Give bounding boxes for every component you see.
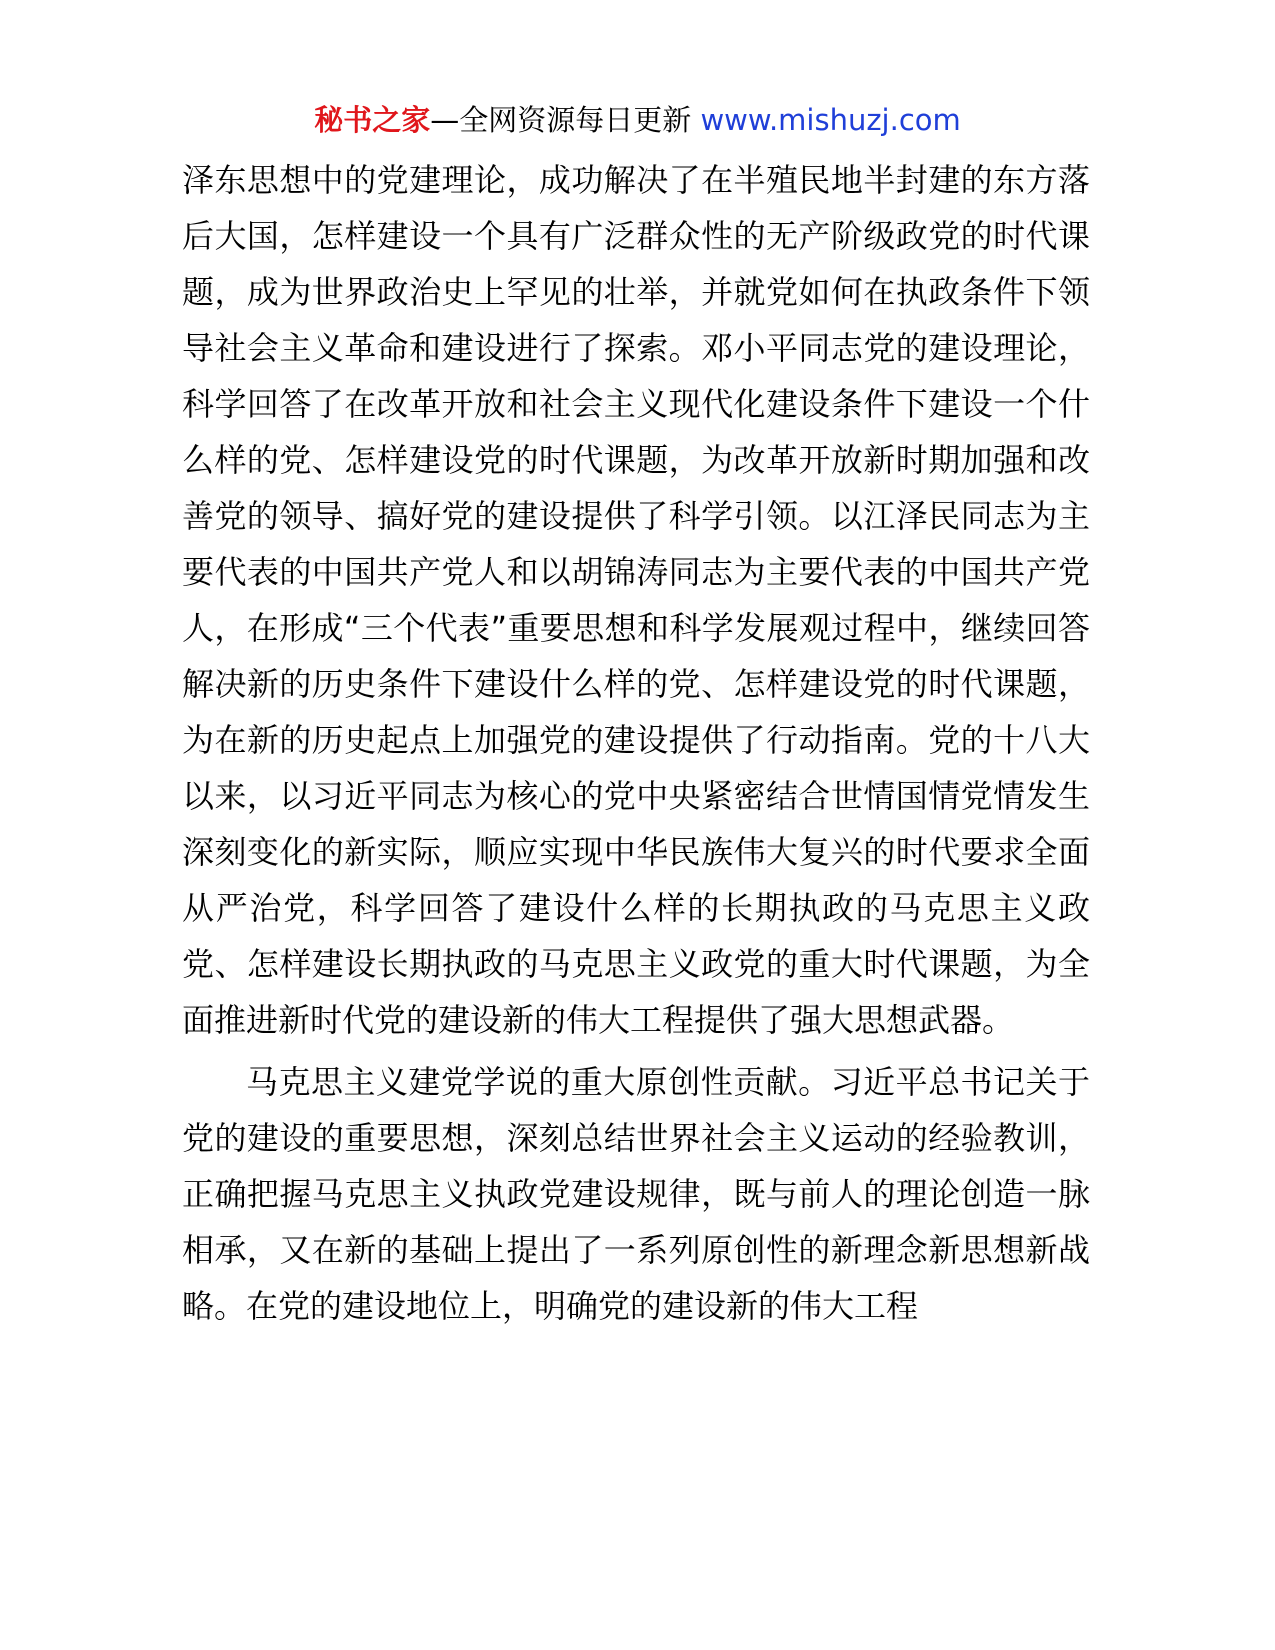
header-tagline: —全网资源每日更新 — [430, 103, 692, 137]
header-url-link[interactable]: www.mishuzj.com — [700, 103, 961, 137]
page-header — [0, 100, 1275, 140]
document-body — [182, 152, 1090, 1334]
paragraph: 马克思主义建党学说的重大原创性贡献。习近平总书记关于党的建设的重要思想，深刻总结世界社会主义运动的经验教训，正确把握马克思主义执政党建设规律，既与前人的理论创造一脉相承，又在新的基础上提出了一系列原创性的新理念新思想新战略。在党的建设地位上，明确党的建设新的伟大工程 — [182, 1063, 1090, 1325]
paragraph-continued: 泽东思想中的党建理论，成功解决了在半殖民地半封建的东方落后大国，怎样建设一个具有广泛群众性的无产阶级政党的时代课题，成为世界政治史上罕见的壮举，并就党如何在执政条件下领导社会主义革命和建设进行了探索。邓小平同志党的建设理论，科学回答了在改革开放和社会主义现代化建设条件下建设一个什么样的党、怎样建设党的时代课题，为改革开放新时期加强和改善党的领导、搞好党的建设提供了科学引领。以江泽民同志为主要代表的中国共产党人和以胡锦涛同志为主要代表的中国共产党人，在形成“三个代表”重要思想和科学发展观过程中，继续回答解决新的历史条件下建设什么样的党、怎样建设党的时代课题，为在新的历史起点上加强党的建设提供了行动指南。党的十八大以来，以习近平同志为核心的党中央紧密结合世情国情党情发生深刻变化的新实际，顺应实现中华民族伟大复兴的时代要求全面从严治党，科学回答了建设什么样的长期执政的马克思主义政党、怎样建设长期执政的马克思主义政党的重大时代课题，为全面推进新时代党的建设新的伟大工程提供了强大思想武器。 — [182, 161, 1090, 1039]
header-brand: 秘书之家 — [314, 103, 431, 137]
